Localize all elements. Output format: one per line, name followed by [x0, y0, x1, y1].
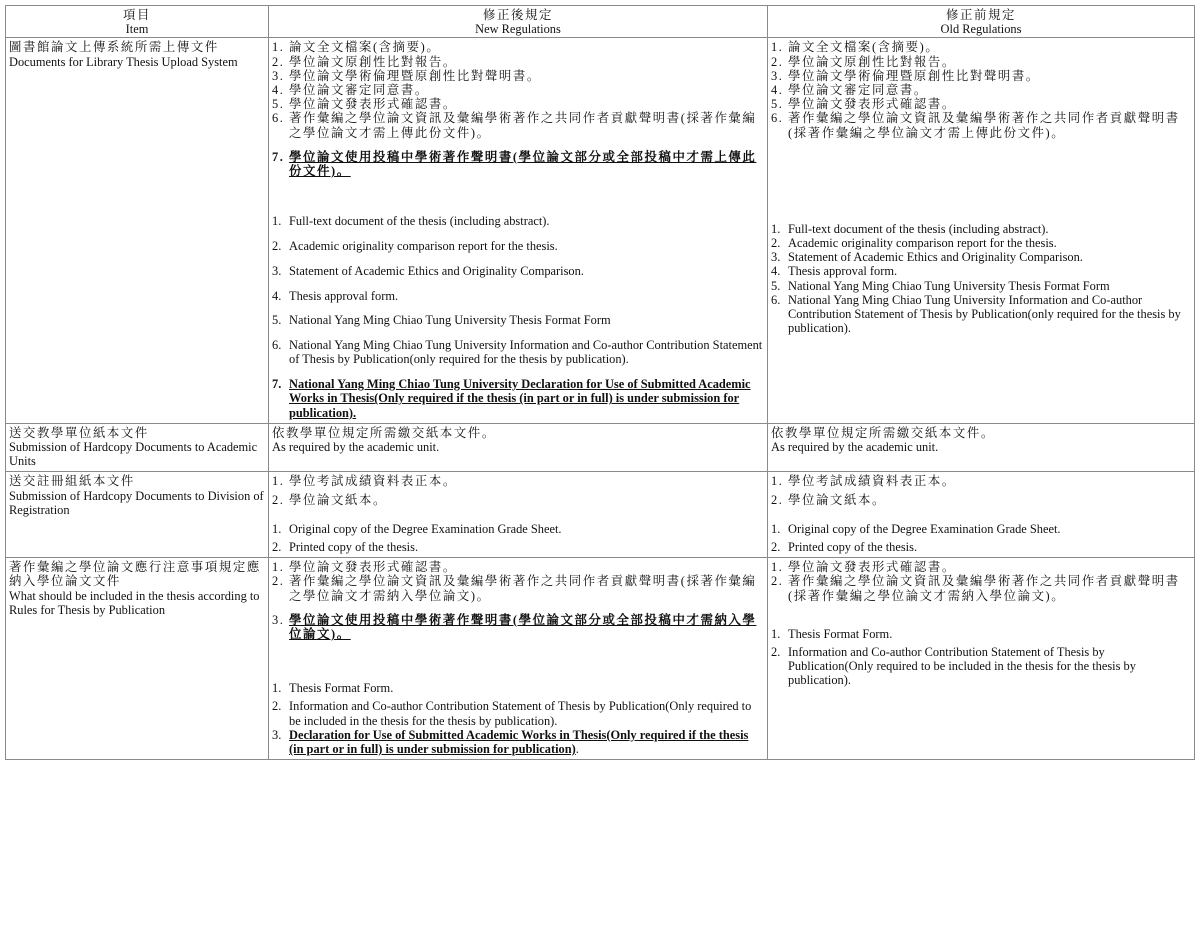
item-en: Submission of Hardcopy Documents to Division of Registration	[9, 488, 264, 517]
list-item: 2. 學位論文原創性比對報告。	[272, 54, 457, 69]
new-zh-text: 依教學單位規定所需繳交紙本文件。	[272, 425, 496, 440]
list-item: 2. 著作彙編之學位論文資訊及彙編學術著作之共同作者貢獻聲明書(採著作彙編之學位論文才需納入學位論文)。	[272, 574, 757, 603]
old-zh-text: 依教學單位規定所需繳交紙本文件。	[771, 425, 995, 440]
header-item-zh: 項目	[123, 8, 151, 22]
new-zh-list	[272, 560, 764, 641]
item-cell	[6, 38, 269, 423]
list-item: 5. National Yang Ming Chiao Tung University Thesis Format Form	[771, 278, 1110, 293]
list-item: 1. Thesis Format Form.	[771, 626, 893, 641]
regulation-comparison-table	[5, 5, 1195, 760]
list-item-amended: 7. National Yang Ming Chiao Tung University Declaration for Use of Submitted Academic Works in Thesis(Only required if the thesis (in part or in full) is under submission for publication).	[272, 377, 751, 420]
old-zh-list	[771, 474, 1191, 506]
new-en-text: As required by the academic unit.	[272, 440, 440, 455]
new-regulation-cell	[269, 558, 768, 760]
new-en-list	[272, 214, 764, 420]
item-zh: 送交註冊組紙本文件	[9, 474, 135, 489]
list-item: 2. Printed copy of the thesis.	[771, 540, 918, 555]
item-en: Documents for Library Thesis Upload System	[9, 54, 238, 69]
list-item-amended: 3. 學位論文使用投稿中學術著作聲明書(學位論文部分或全部投稿中才需納入學位論文)。	[272, 612, 757, 642]
new-regulation-cell	[269, 38, 768, 423]
item-zh: 送交教學單位紙本文件	[9, 425, 149, 440]
list-item: 4. Thesis approval form.	[272, 288, 399, 303]
list-item: 1. Original copy of the Degree Examination Grade Sheet.	[272, 521, 562, 536]
list-item: 2. Printed copy of the thesis.	[272, 540, 419, 555]
header-old-en: Old Regulations	[940, 22, 1022, 37]
list-item: 1. 學位論文發表形式確認書。	[771, 560, 956, 575]
header-new-regulations	[269, 6, 768, 38]
table-row	[6, 558, 1195, 760]
header-item-en: Item	[125, 22, 149, 37]
item-en: Submission of Hardcopy Documents to Academic Units	[9, 440, 258, 469]
list-item: 2. 著作彙編之學位論文資訊及彙編學術著作之共同作者貢獻聲明書(採著作彙編之學位論文才需納入學位論文)。	[771, 574, 1180, 603]
list-item: 1. Original copy of the Degree Examination Grade Sheet.	[771, 521, 1061, 536]
item-cell	[6, 558, 269, 760]
list-item: 4. 學位論文審定同意書。	[272, 83, 429, 98]
table-row	[6, 38, 1195, 423]
list-item: 1. 論文全文檔案(含摘要)。	[771, 40, 940, 55]
list-item: 3. 學位論文學術倫理暨原創性比對聲明書。	[272, 68, 541, 83]
list-item: 1. Full-text document of the thesis (including abstract).	[272, 214, 550, 229]
list-item: 5. 學位論文發表形式確認書。	[771, 97, 956, 112]
old-en-list	[771, 522, 1191, 554]
old-zh-list	[771, 40, 1191, 139]
header-old-regulations	[768, 6, 1195, 38]
list-item: 4. Thesis approval form.	[771, 264, 898, 279]
old-en-list	[771, 627, 1191, 688]
item-cell	[6, 472, 269, 558]
list-item: 5. 學位論文發表形式確認書。	[272, 97, 457, 112]
list-item: 2. Information and Co-author Contribution Statement of Thesis by Publication(Only required to be included in the thesis for the thesis by publication).	[771, 645, 1136, 688]
list-item: 5. National Yang Ming Chiao Tung University Thesis Format Form	[272, 313, 611, 328]
table-row	[6, 423, 1195, 472]
list-item: 1. 論文全文檔案(含摘要)。	[272, 40, 441, 55]
header-old-zh: 修正前規定	[946, 8, 1016, 22]
new-regulation-cell	[269, 423, 768, 472]
list-item: 4. 學位論文審定同意書。	[771, 83, 928, 98]
list-item: 2. 學位論文原創性比對報告。	[771, 54, 956, 69]
new-en-list	[272, 522, 764, 554]
list-item: 2. 學位論文紙本。	[272, 492, 387, 507]
header-new-en: New Regulations	[475, 22, 561, 37]
list-item: 2. Information and Co-author Contribution Statement of Thesis by Publication(Only required to be included in the thesis for the thesis by publication).	[272, 699, 752, 728]
list-item: 6. 著作彙編之學位論文資訊及彙編學術著作之共同作者貢獻聲明書(採著作彙編之學位論文才需上傳此份文件)。	[771, 111, 1180, 140]
list-item: 6. National Yang Ming Chiao Tung University Information and Co-author Contribution Statement of Thesis by Publication(only required for the thesis by publication).	[771, 292, 1181, 336]
old-regulation-cell	[768, 472, 1195, 558]
list-item: 6. National Yang Ming Chiao Tung University Information and Co-author Contribution Statement of Thesis by Publication(only required for the thesis by publication).	[272, 338, 763, 367]
new-en-list	[272, 681, 764, 756]
list-item: 1. 學位考試成績資料表正本。	[771, 474, 956, 489]
list-item: 6. 著作彙編之學位論文資訊及彙編學術著作之共同作者貢獻聲明書(採著作彙編之學位論文才需上傳此份文件)。	[272, 111, 757, 140]
item-en: What should be included in the thesis according to Rules for Thesis by Publication	[9, 588, 260, 617]
list-item: 3. Statement of Academic Ethics and Originality Comparison.	[771, 250, 1083, 265]
old-regulation-cell	[768, 38, 1195, 423]
old-en-text: As required by the academic unit.	[771, 440, 939, 455]
header-row	[6, 6, 1195, 38]
old-zh-list	[771, 560, 1191, 603]
old-regulation-cell	[768, 423, 1195, 472]
header-new-zh: 修正後規定	[483, 8, 553, 22]
item-zh: 著作彙編之學位論文應行注意事項規定應納入學位論文文件	[9, 560, 261, 589]
list-item: 1. 學位論文發表形式確認書。	[272, 560, 457, 575]
table-row	[6, 472, 1195, 558]
list-item: 2. 學位論文紙本。	[771, 492, 886, 507]
list-item: 1. 學位考試成績資料表正本。	[272, 474, 457, 489]
list-item: 1. Full-text document of the thesis (including abstract).	[771, 221, 1049, 236]
list-item: 2. Academic originality comparison report for the thesis.	[771, 236, 1057, 251]
list-item-amended: 7. 學位論文使用投稿中學術著作聲明書(學位論文部分或全部投稿中才需上傳此份文件)。	[272, 149, 757, 179]
new-zh-list	[272, 474, 764, 506]
old-regulation-cell	[768, 558, 1195, 760]
list-item: 3. Statement of Academic Ethics and Originality Comparison.	[272, 263, 584, 278]
item-cell	[6, 423, 269, 472]
item-zh: 圖書館論文上傳系統所需上傳文件	[9, 40, 219, 55]
list-item: 1. Thesis Format Form.	[272, 681, 394, 696]
new-zh-list	[272, 40, 764, 178]
old-en-list	[771, 222, 1191, 336]
header-item	[6, 6, 269, 38]
list-item-amended: 3. Declaration for Use of Submitted Academic Works in Thesis(Only required if the thesis (in part or in full) is under submission for publication).	[272, 727, 749, 757]
list-item: 3. 學位論文學術倫理暨原創性比對聲明書。	[771, 68, 1040, 83]
list-item: 2. Academic originality comparison report for the thesis.	[272, 239, 558, 254]
new-regulation-cell	[269, 472, 768, 558]
